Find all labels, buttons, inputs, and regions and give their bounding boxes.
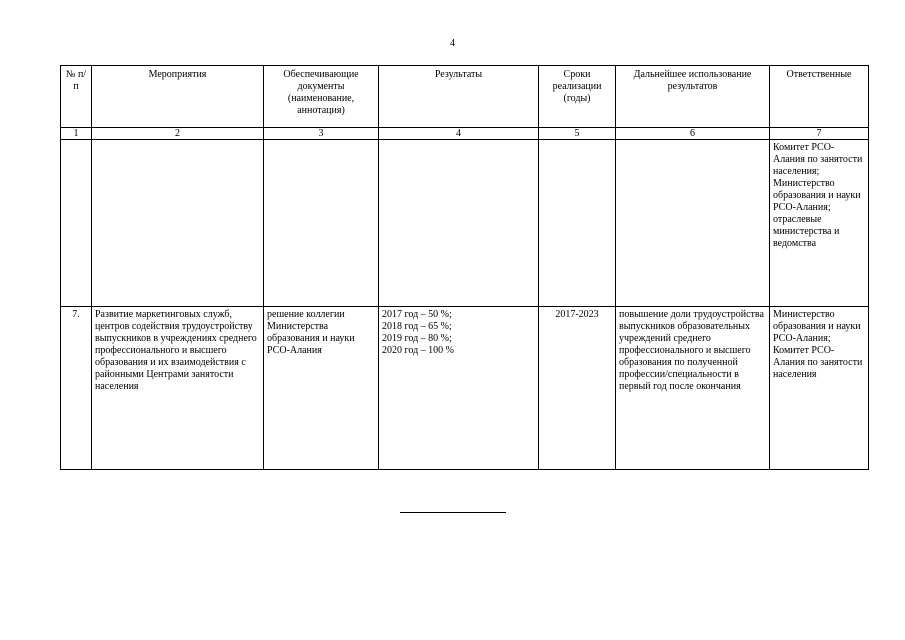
header-period: Сроки реализации (годы): [539, 66, 616, 128]
event-cell: [92, 140, 264, 307]
column-number: 4: [379, 128, 539, 140]
header-documents: Обеспечивающие документы (наименование, аннотация): [264, 66, 379, 128]
responsible-cell: Министерство образования и науки РСО-Алания; Комитет РСО-Алания по занятости населения: [770, 307, 869, 470]
header-responsible: Ответственные: [770, 66, 869, 128]
table-row: [61, 307, 869, 470]
column-number: 1: [61, 128, 92, 140]
header-number: № п/п: [61, 66, 92, 128]
row-number-cell: 7.: [61, 307, 92, 470]
action-plan-table: [60, 65, 869, 470]
responsible-cell: Комитет РСО-Алания по занятости населения; Министерство образования и науки РСО-Алания; отраслевые министерства и ведомства: [770, 140, 869, 307]
column-number: 7: [770, 128, 869, 140]
row-number-cell: [61, 140, 92, 307]
header-results: Результаты: [379, 66, 539, 128]
results-cell: 2017 год – 50 %; 2018 год – 65 %; 2019 год – 80 %; 2020 год – 100 %: [379, 307, 539, 470]
column-number: 3: [264, 128, 379, 140]
table-row: [61, 140, 869, 307]
period-cell: 2017-2023: [539, 307, 616, 470]
event-cell: Развитие маркетинговых служб, центров содействия трудоустройству выпускников в учреждениях среднего профессионального и высшего образования и их взаимодействия с районными Центрами занятости населения: [92, 307, 264, 470]
page-number: 4: [450, 38, 455, 49]
column-number-row: [61, 128, 869, 140]
column-number: 5: [539, 128, 616, 140]
header-row: [61, 66, 869, 128]
header-usage: Дальнейшее использование результатов: [616, 66, 770, 128]
documents-cell: [264, 140, 379, 307]
header-events: Мероприятия: [92, 66, 264, 128]
usage-cell: повышение доли трудоустройства выпускников образовательных учреждений среднего профессионального и высшего образования по полученной профессии/специальности в первый год после окончания: [616, 307, 770, 470]
documents-cell: решение коллегии Министерства образования и науки РСО-Алания: [264, 307, 379, 470]
results-cell: [379, 140, 539, 307]
column-number: 2: [92, 128, 264, 140]
column-number: 6: [616, 128, 770, 140]
usage-cell: [616, 140, 770, 307]
end-of-document-rule: [400, 512, 506, 513]
period-cell: [539, 140, 616, 307]
